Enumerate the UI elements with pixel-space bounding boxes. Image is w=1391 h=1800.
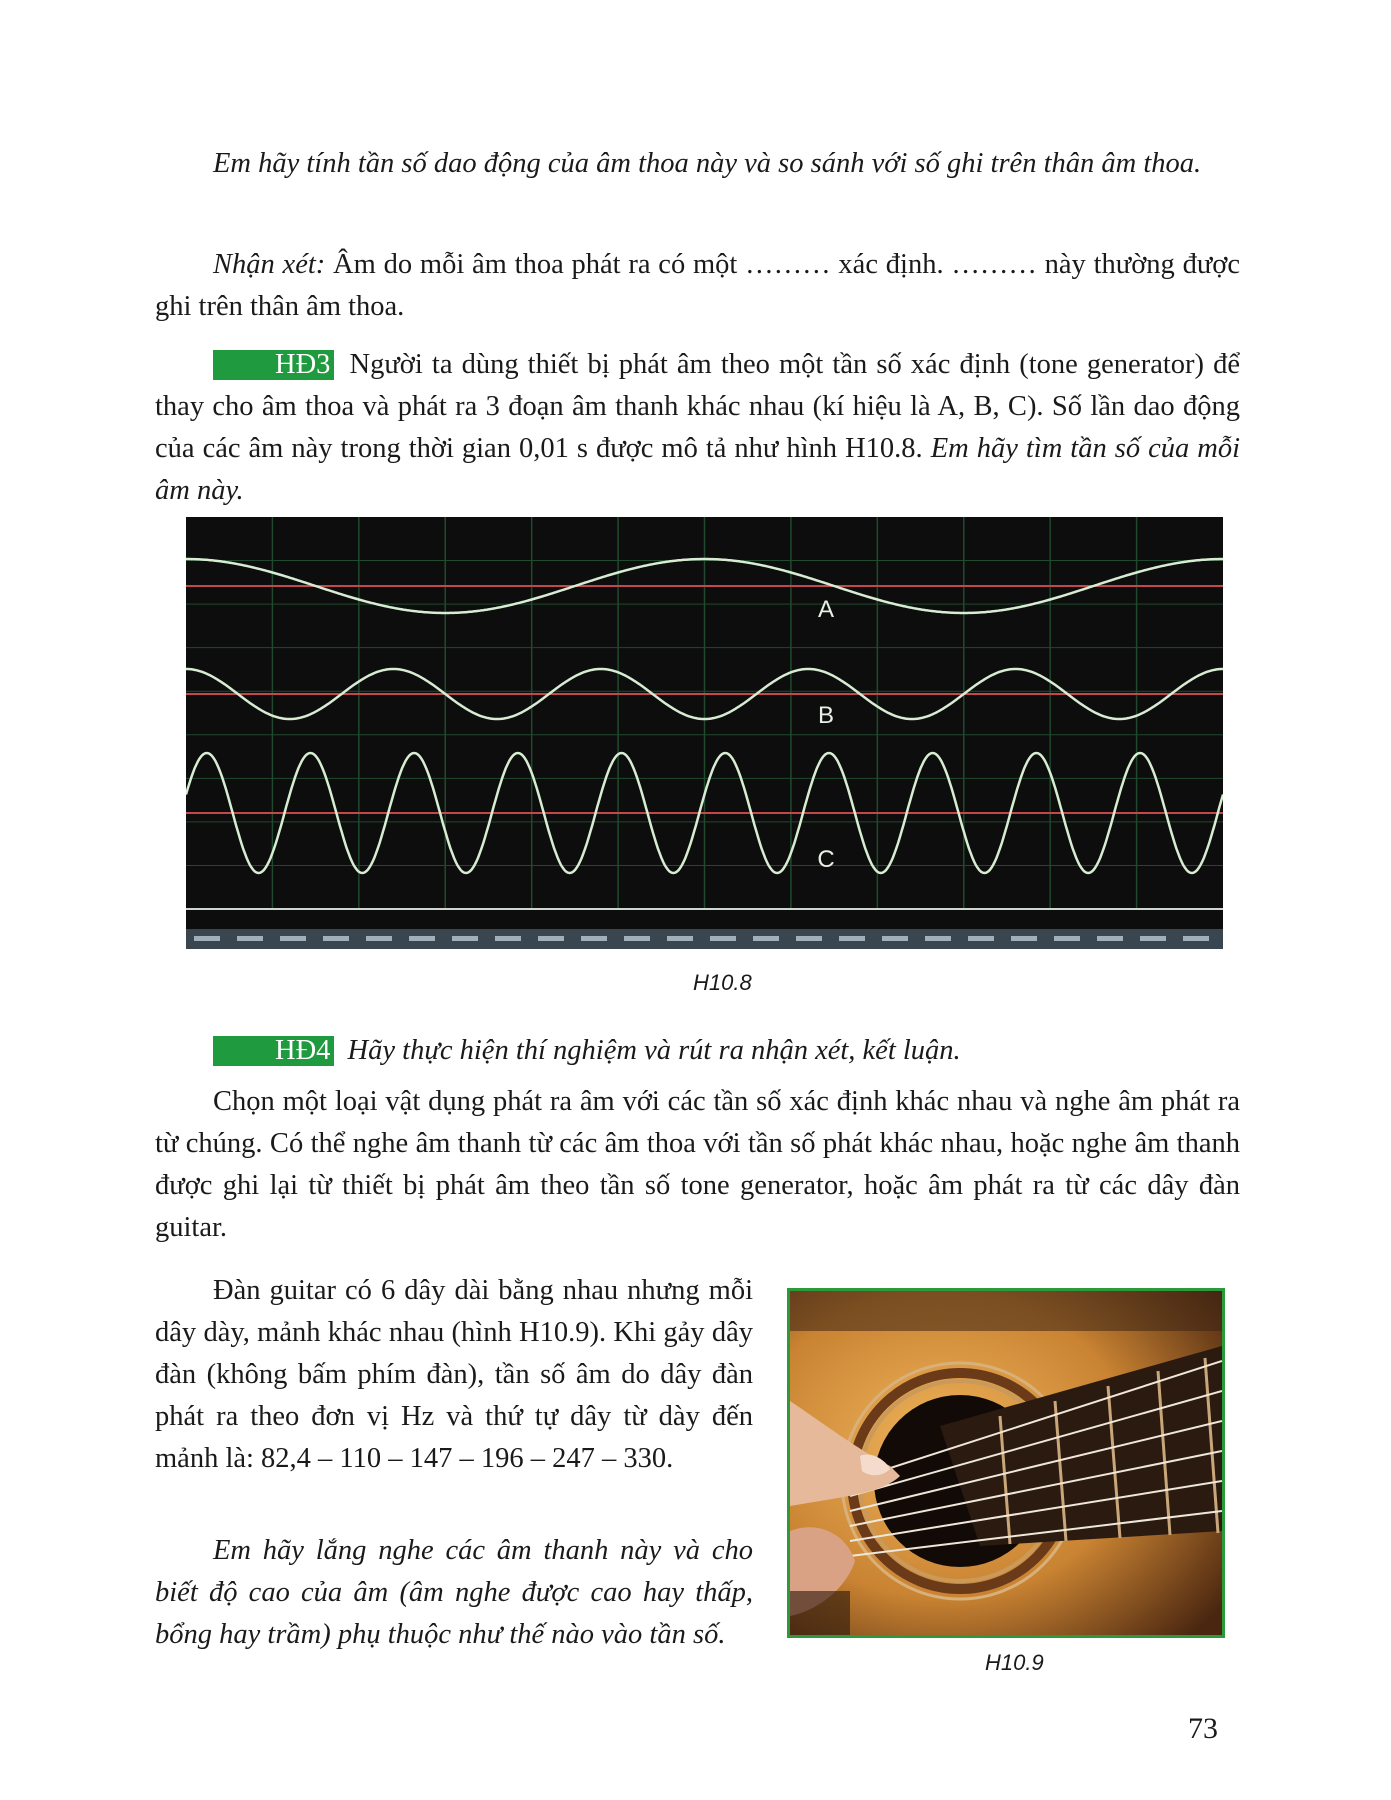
- activity-tag-hd3: HĐ3: [213, 350, 334, 380]
- oscilloscope-screen: [186, 517, 1223, 949]
- time-axis-tick: [452, 936, 478, 941]
- time-axis-tick: [839, 936, 865, 941]
- paragraph-hd4: [155, 1030, 1240, 1072]
- remark-text: Âm do mỗi âm thoa phát ra có một ……… xác định. ……… này thường được ghi trên thân âm thoa.: [155, 249, 1240, 322]
- paragraph-choose-object: Chọn một loại vật dụng phát ra âm với các tần số xác định khác nhau và nghe âm phát ra từ chúng. Có thể nghe âm thanh từ các âm thoa với tần số phát khác nhau, hoặc nghe âm thanh được ghi lại từ thiết bị phát âm theo tần số tone generator, hoặc âm phát ra từ các dây đàn guitar.: [155, 1086, 1240, 1243]
- time-axis-tick: [796, 936, 822, 941]
- time-axis-tick: [925, 936, 951, 941]
- figure-caption-h10-9: H10.9: [985, 1650, 1044, 1675]
- time-axis-tick: [624, 936, 650, 941]
- paragraph-guitar: Đàn guitar có 6 dây dài bằng nhau nhưng mỗi dây dày, mảnh khác nhau (hình H10.9). Khi gảy dây đàn (không bấm phím đàn), tần số âm do dây đàn phát ra theo đơn vị Hz và thứ tự dây từ dày đến mảnh là: 82,4 – 110 – 147 – 196 – 247 – 330.: [155, 1275, 753, 1474]
- remark-lead: Nhận xét:: [213, 249, 326, 280]
- figure-caption-h10-8: H10.8: [693, 970, 752, 995]
- wave-label-c: C: [817, 846, 835, 873]
- time-axis-tick: [667, 936, 693, 941]
- oscilloscope-figure: [186, 517, 1223, 949]
- paragraph-question-tuning-fork: Em hãy tính tần số dao động của âm thoa này và so sánh với số ghi trên thân âm thoa.: [213, 148, 1202, 179]
- wave-label-a: A: [817, 596, 835, 623]
- activity-tag-hd4: HĐ4: [213, 1036, 334, 1066]
- time-axis-tick: [538, 936, 564, 941]
- time-axis-tick: [1054, 936, 1080, 941]
- time-axis-tick: [409, 936, 435, 941]
- paragraph-hd3: [155, 344, 1240, 512]
- page-number: 73: [1188, 1712, 1218, 1745]
- time-axis-tick: [280, 936, 306, 941]
- paragraph-listen-question: Em hãy lắng nghe các âm thanh này và cho biết độ cao của âm (âm nghe được cao hay thấp, bổng hay trầm) phụ thuộc như thế nào vào tần số.: [155, 1535, 753, 1650]
- time-axis-tick: [753, 936, 779, 941]
- guitar-photo: [787, 1288, 1225, 1638]
- time-axis-tick: [882, 936, 908, 941]
- time-axis-tick: [237, 936, 263, 941]
- time-axis-tick: [581, 936, 607, 941]
- time-axis-tick: [1097, 936, 1123, 941]
- time-axis-tick: [1140, 936, 1166, 941]
- time-axis-tick: [710, 936, 736, 941]
- time-axis-tick: [323, 936, 349, 941]
- time-axis-tick: [366, 936, 392, 941]
- hd3-text: Người ta dùng thiết bị phát âm theo một tần số xác định (tone generator) để thay cho âm thoa và phát ra 3 đoạn âm thanh khác nhau (kí hiệu là A, B, C). Số lần dao động của các âm này trong thời gian 0,01 s được mô tả như hình H10.8.: [155, 349, 1240, 464]
- hd3-italic: Em hãy tìm tần số của mỗi âm này.: [155, 433, 1241, 506]
- paragraph-remark: [155, 244, 1240, 328]
- time-axis-tick: [495, 936, 521, 941]
- time-axis-tick: [1183, 936, 1209, 941]
- time-axis-tick: [194, 936, 220, 941]
- time-axis-tick: [968, 936, 994, 941]
- hd4-text: Hãy thực hiện thí nghiệm và rút ra nhận xét, kết luận.: [340, 1035, 961, 1066]
- wave-label-b: B: [817, 702, 835, 729]
- guitar-illustration: [790, 1291, 1222, 1635]
- time-axis-tick: [1011, 936, 1037, 941]
